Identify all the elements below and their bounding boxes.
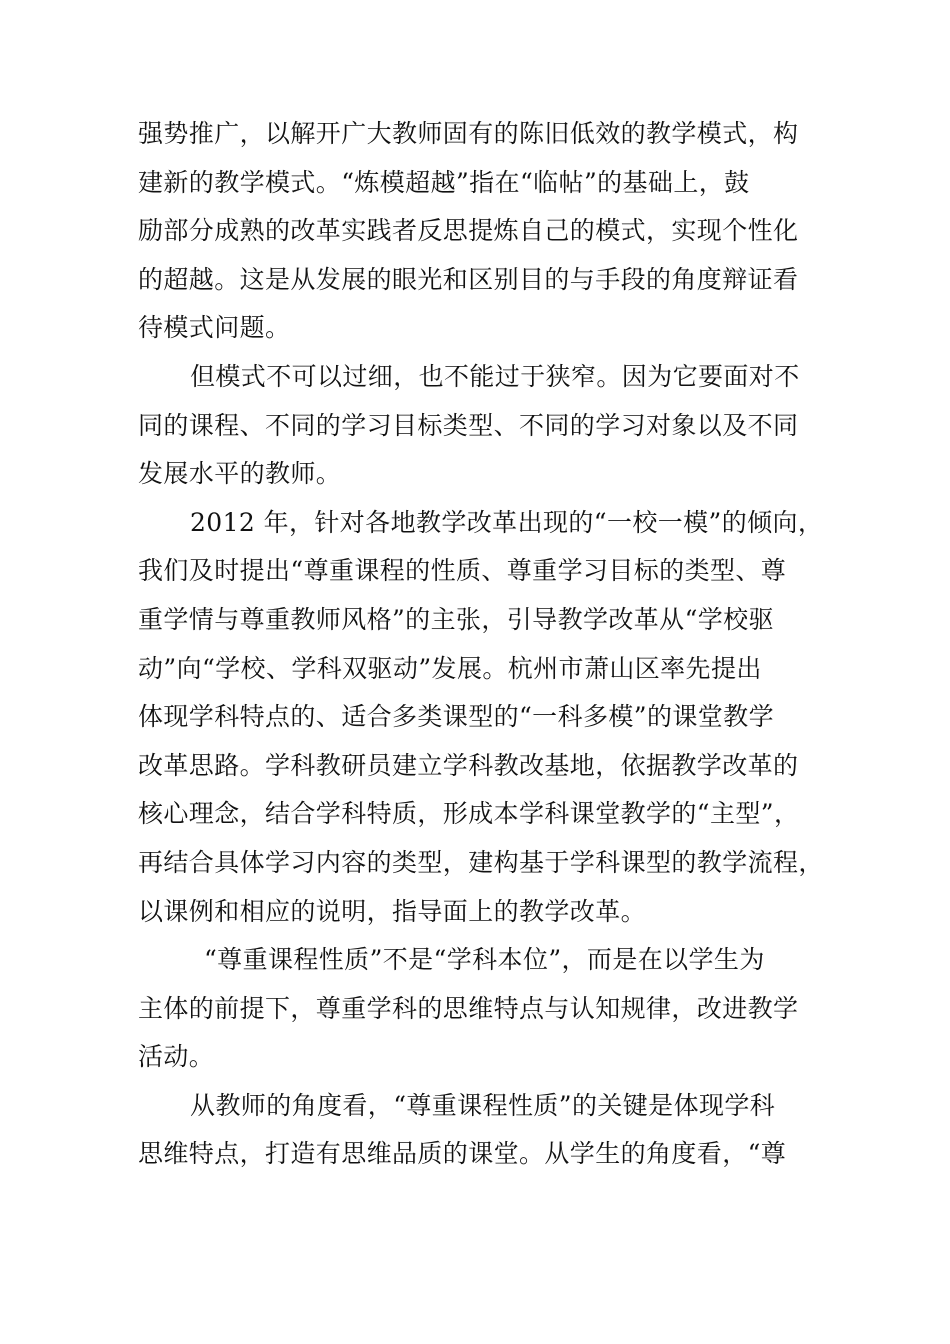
text-line: 重学情与尊重教师风格”的主张，引导教学改革从“学校驱 bbox=[138, 604, 774, 634]
text-line: 同的课程、不同的学习目标类型、不同的学习对象以及不同 bbox=[138, 410, 799, 440]
text-line: 我们及时提出“尊重课程的性质、尊重学习目标的类型、尊 bbox=[138, 556, 787, 586]
text-line: 发展水平的教师。 bbox=[138, 459, 342, 489]
text-line: “尊重课程性质”不是“学科本位”，而是在以学生为 bbox=[204, 945, 765, 975]
paragraph-3 bbox=[138, 499, 828, 936]
text-line: 建新的教学模式。“炼模超越”指在“临帖”的基础上，鼓 bbox=[138, 167, 750, 197]
text-line: 的超越。这是从发展的眼光和区别目的与手段的角度辩证看 bbox=[138, 264, 799, 294]
text-line: 励部分成熟的改革实践者反思提炼自己的模式，实现个性化 bbox=[138, 216, 799, 246]
text-line: 思维特点，打造有思维品质的课堂。从学生的角度看，“尊 bbox=[138, 1139, 787, 1169]
text-line: 待模式问题。 bbox=[138, 313, 291, 343]
text-line: 强势推广，以解开广大教师固有的陈旧低效的教学模式，构 bbox=[138, 119, 799, 148]
document-body bbox=[138, 110, 828, 1179]
text-line: 动”向“学校、学科双驱动”发展。杭州市萧山区率先提出 bbox=[138, 653, 762, 683]
text-line: 核心理念，结合学科特质，形成本学科课堂教学的“主型”， bbox=[138, 799, 800, 829]
text-line: 从教师的角度看，“尊重课程性质”的关键是体现学科 bbox=[190, 1090, 776, 1120]
paragraph-4 bbox=[138, 936, 828, 1082]
text-line: 以课例和相应的说明，指导面上的教学改革。 bbox=[138, 896, 647, 926]
text-line: 主体的前提下，尊重学科的思维特点与认知规律，改进教学 bbox=[138, 993, 799, 1023]
paragraph-5 bbox=[138, 1082, 828, 1179]
paragraph-2 bbox=[138, 353, 828, 499]
text-line: 体现学科特点的、适合多类课型的“一科多模”的课堂教学 bbox=[138, 702, 774, 732]
text-line: 再结合具体学习内容的类型，建构基于学科课型的教学流程， bbox=[138, 847, 824, 877]
text-line: 改革思路。学科教研员建立学科教改基地，依据教学改革的 bbox=[138, 750, 799, 780]
text-line: 2012 年，针对各地教学改革出现的“一校一模”的倾向， bbox=[190, 507, 824, 537]
text-line: 但模式不可以过细，也不能过于狭窄。因为它要面对不 bbox=[190, 361, 800, 391]
paragraph-1 bbox=[138, 110, 828, 353]
text-line: 活动。 bbox=[138, 1042, 215, 1072]
